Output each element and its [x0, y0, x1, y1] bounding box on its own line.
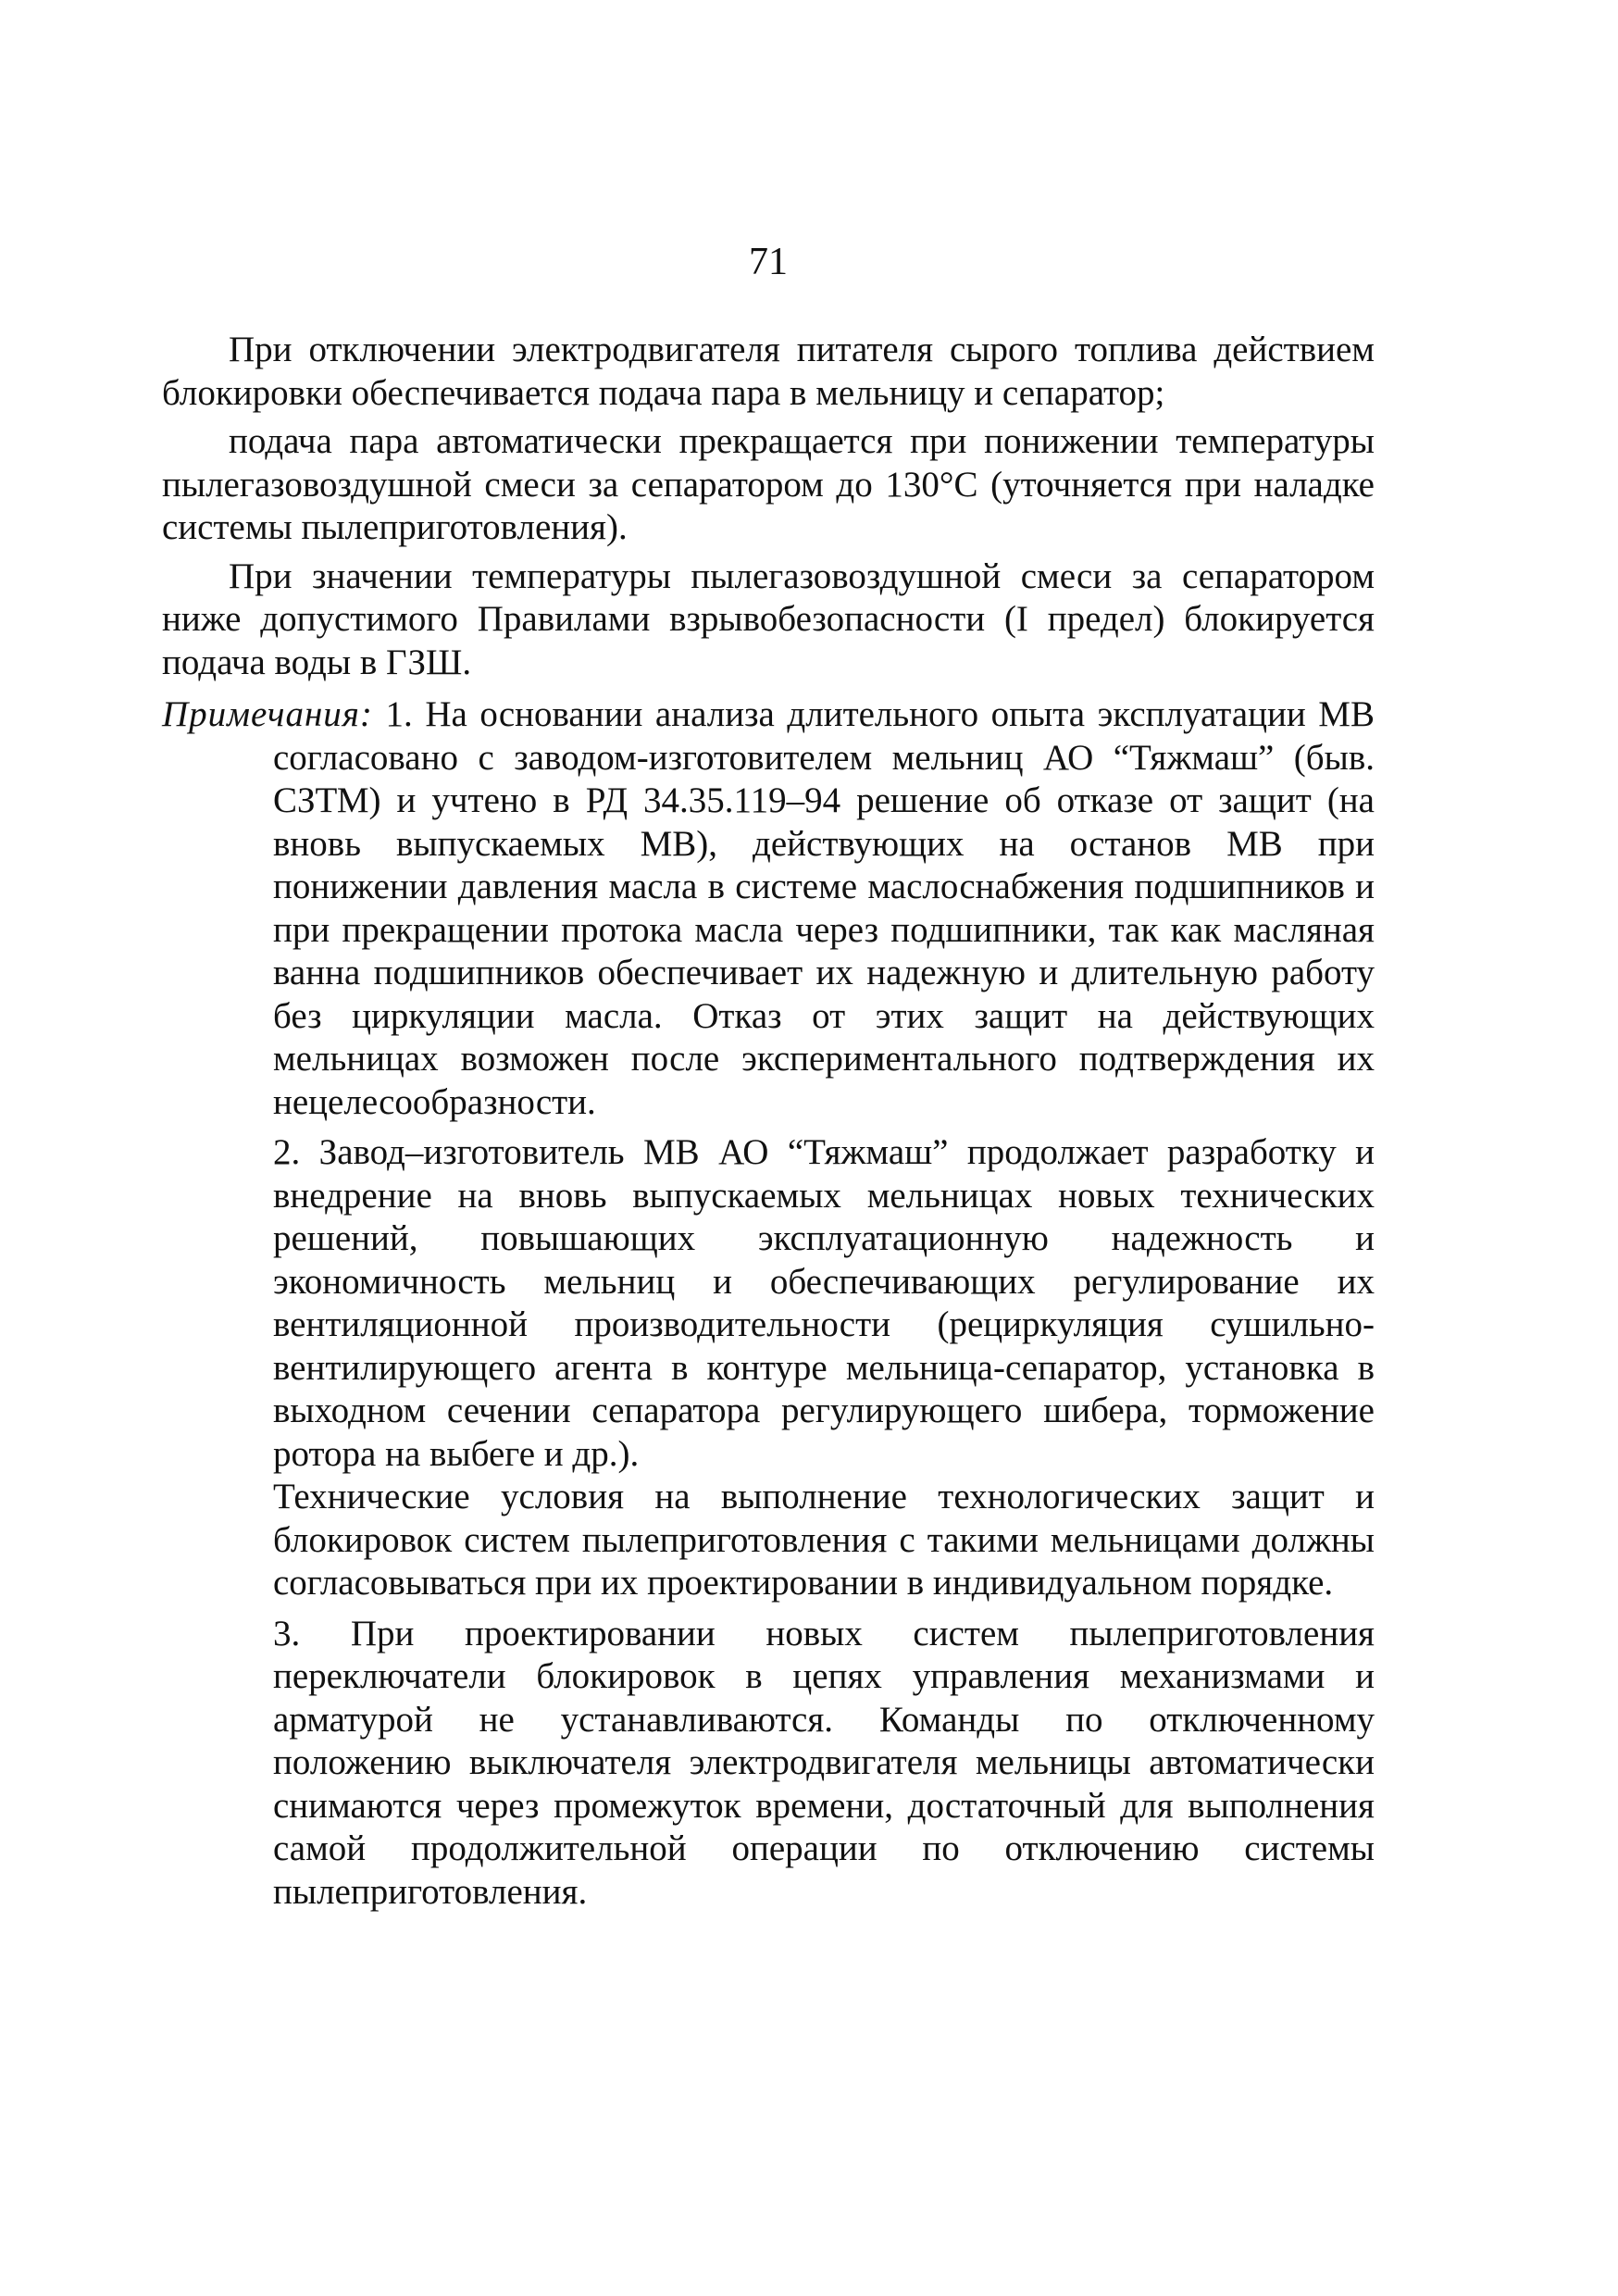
notes-section — [162, 693, 1375, 1914]
note-3: 3. При проектировании новых систем пылеприготовления переключатели блокировок в цепях управления механизмами и арматурой не устанавливаются. Команды по отключенному положению выключателя электродвигателя мельницы автоматически снимаются через промежуток времени, достаточный для выполнения самой продолжительной операции по отключению системы пылеприготовления. — [273, 1613, 1375, 1912]
paragraph-water-block: При значении температуры пылегазовоздушной смеси за сепаратором ниже допустимого Правилами взрывобезопасности (I предел) блокируется подача воды в ГЗШ. — [162, 555, 1375, 682]
note-2: 2. Завод–изготовитель МВ АО “Тяжмаш” продолжает разработку и внедрение на вновь выпускаемых мельницах новых технических решений, повышающих эксплуатационную надежность и экономичность мельниц и обеспечивающих регулирование их вентиляционной производительности (рециркуляция сушильно-вентилирующего агента в контуре мельница-сепаратор, установка в выходном сечении сепаратора регулирующего шибера, торможение ротора на выбеге и др.). — [273, 1132, 1375, 1474]
note-2-continuation: Технические условия на выполнение технологических защит и блокировок систем пылеприготовления с такими мельницами должны согласовываться при их проектировании в индивидуальном порядке. — [273, 1477, 1375, 1603]
note-1 — [162, 693, 1375, 1124]
notes-label: Примечания: — [162, 694, 373, 734]
paragraph-steam-cutoff: подача пара автоматически прекращается при понижении температуры пылегазовоздушной смеси за сепаратором до 130°C (уточняется при наладке системы пылеприготовления). — [162, 421, 1375, 547]
note-1-text: 1. На основании анализа длительного опыта эксплуатации МВ согласовано с заводом-изготовителем мельниц АО “Тяжмаш” (быв. СЗТМ) и учтено в РД 34.35.119–94 решение об отказе от защит (на вновь выпускаемых МВ), действующих на останов МВ при понижении давления масла в системе маслоснабжения подшипников и при прекращении протока масла через подшипники, так как масляная ванна подшипников обеспечивает их надежную и длительную работу без циркуляции масла. Отказ от этих защит на действующих мельницах возможен после экспериментального подтверждения их нецелесообразности. — [273, 694, 1375, 1122]
body-text — [162, 329, 1375, 1914]
paragraph-feeder-shutdown: При отключении электродвигателя питателя сырого топлива действием блокировки обеспечивается подача пара в мельницу и сепаратор; — [162, 330, 1375, 413]
page-number: 71 — [749, 241, 788, 283]
